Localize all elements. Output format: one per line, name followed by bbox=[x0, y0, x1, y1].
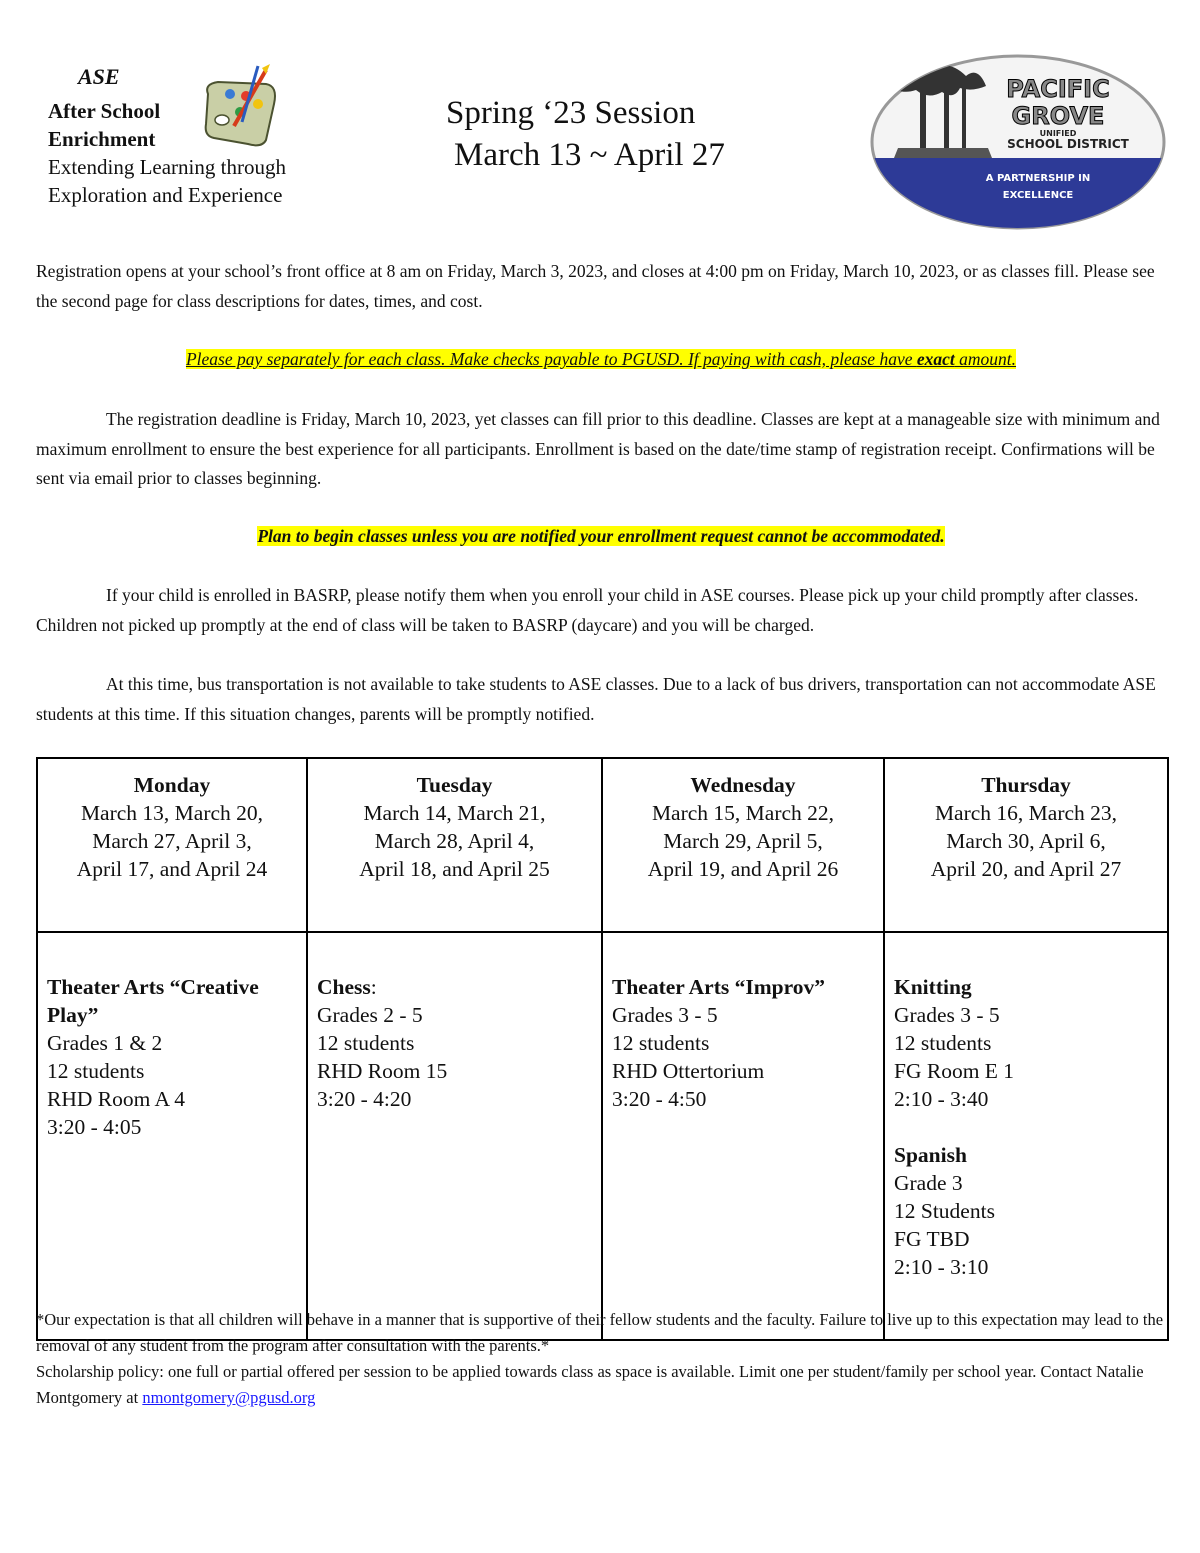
logo-word-unified: UNIFIED bbox=[1039, 129, 1077, 138]
class-capacity: 12 Students bbox=[894, 1199, 995, 1223]
day-dates-line: March 15, March 22, bbox=[651, 801, 835, 825]
day-cell-wednesday bbox=[602, 758, 884, 932]
class-grades: Grade 3 bbox=[894, 1171, 963, 1195]
ase-tagline-line2: Exploration and Experience bbox=[48, 183, 283, 207]
class-room: RHD Room A 4 bbox=[47, 1087, 185, 1111]
class-room: FG Room E 1 bbox=[894, 1059, 1015, 1083]
classes-cell-tuesday bbox=[307, 932, 602, 1340]
class-schedule-table bbox=[36, 757, 1169, 1341]
day-dates-line: March 27, April 3, bbox=[92, 829, 252, 853]
class-title-line bbox=[317, 973, 593, 1001]
class-capacity: 12 students bbox=[894, 1031, 992, 1055]
payment-note-exact: exact bbox=[916, 349, 955, 369]
class-name: Chess bbox=[317, 975, 371, 999]
class-grades: Grades 1 & 2 bbox=[47, 1031, 163, 1055]
day-dates-line: April 19, and April 26 bbox=[647, 857, 839, 881]
scholarship-text: Scholarship policy: one full or partial offered per session to be applied towards class as space is available. Limit one per student/family per school year. Contact Natalie Montgomery at bbox=[36, 1362, 1144, 1407]
ase-abbreviation: ASE bbox=[78, 64, 120, 89]
day-dates-line: March 16, March 23, bbox=[934, 801, 1118, 825]
day-name: Thursday bbox=[981, 773, 1071, 797]
logo-motto-line1: A PARTNERSHIP IN bbox=[985, 173, 1091, 184]
session-dates: March 13 ~ April 27 bbox=[454, 137, 725, 173]
class-block bbox=[317, 973, 593, 1113]
ase-title-line1: After School bbox=[48, 99, 161, 123]
day-dates-line: March 29, April 5, bbox=[663, 829, 823, 853]
class-capacity: 12 students bbox=[317, 1031, 415, 1055]
classes-cell-wednesday bbox=[602, 932, 884, 1340]
day-dates-line: March 28, April 4, bbox=[374, 829, 535, 853]
class-name: Theater Arts “Creative Play” bbox=[47, 975, 259, 1027]
ase-title-line2: Enrichment bbox=[48, 127, 156, 151]
day-dates-line: March 13, March 20, bbox=[80, 801, 264, 825]
day-dates-line: March 14, March 21, bbox=[363, 801, 546, 825]
class-room: RHD Ottertorium bbox=[612, 1059, 765, 1083]
classes-cell-monday bbox=[37, 932, 307, 1340]
logo-word-pacific: PACIFIC bbox=[1006, 75, 1110, 103]
class-room: RHD Room 15 bbox=[317, 1059, 448, 1083]
logo-school-district: SCHOOL DISTRICT bbox=[1007, 137, 1129, 151]
class-name: Theater Arts “Improv” bbox=[612, 975, 825, 999]
session-heading bbox=[446, 92, 725, 176]
plan-note bbox=[36, 522, 1166, 552]
registration-paragraph: Registration opens at your school’s front office at 8 am on Friday, March 3, 2023, and closes at 4:00 pm on Friday, March 10, 2023, or as classes fill. Please see the second page for class descriptions for dates, times, and cost. bbox=[36, 261, 1155, 311]
class-block bbox=[47, 973, 298, 1141]
day-name: Wednesday bbox=[690, 773, 796, 797]
day-name: Monday bbox=[133, 773, 211, 797]
day-dates-line: April 18, and April 25 bbox=[359, 857, 550, 881]
class-time: 3:20 - 4:05 bbox=[47, 1115, 142, 1139]
day-cell-monday bbox=[37, 758, 307, 932]
class-grades: Grades 2 - 5 bbox=[317, 1003, 423, 1027]
payment-note bbox=[36, 345, 1166, 375]
class-time: 2:10 - 3:40 bbox=[894, 1087, 989, 1111]
session-title: Spring ‘23 Session bbox=[446, 95, 696, 131]
ase-tagline-line1: Extending Learning through bbox=[48, 155, 286, 179]
day-dates-line: March 30, April 6, bbox=[946, 829, 1106, 853]
day-dates-line: April 20, and April 27 bbox=[930, 857, 1122, 881]
day-cell-tuesday bbox=[307, 758, 602, 932]
paint-palette-icon bbox=[200, 64, 282, 150]
schedule-classes-row bbox=[37, 932, 1168, 1340]
class-time: 3:20 - 4:20 bbox=[317, 1087, 412, 1111]
class-grades: Grades 3 - 5 bbox=[894, 1003, 1000, 1027]
expectation-note: *Our expectation is that all children will behave in a manner that is supportive of their fellow students and the faculty. Failure to live up to this expectation may lead to the removal of any student from the program after consultation with the parents.* bbox=[36, 1310, 1164, 1355]
basrp-paragraph: If your child is enrolled in BASRP, please notify them when you enroll your child in ASE courses. Please pick up your child promptly after classes. Children not picked up promptly at the end of class will be taken to BASRP (daycare) and you will be charged. bbox=[36, 585, 1139, 635]
class-capacity: 12 students bbox=[47, 1059, 145, 1083]
class-name: Knitting bbox=[894, 975, 972, 999]
logo-motto-line2: EXCELLENCE bbox=[1002, 190, 1074, 201]
deadline-paragraph: The registration deadline is Friday, March 10, 2023, yet classes can fill prior to this deadline. Classes are kept at a manageable size with minimum and maximum enrollment to ensure the best experience for all participants. Enrollment is based on the date/time stamp of registration receipt. Confirmations will be sent via email prior to classes beginning. bbox=[36, 409, 1160, 488]
day-dates-line: April 17, and April 24 bbox=[76, 857, 268, 881]
pacific-grove-district-logo bbox=[868, 52, 1168, 232]
class-capacity: 12 students bbox=[612, 1031, 710, 1055]
class-block bbox=[894, 973, 1159, 1113]
class-block bbox=[894, 1141, 1159, 1281]
bus-paragraph: At this time, bus transportation is not available to take students to ASE classes. Due to a lack of bus drivers, transportation can not accommodate ASE students at this time. If this situation changes, parents will be promptly notified. bbox=[36, 674, 1156, 724]
class-time: 3:20 - 4:50 bbox=[612, 1087, 707, 1111]
class-room: FG TBD bbox=[894, 1227, 970, 1251]
schedule-header-row bbox=[37, 758, 1168, 932]
classes-cell-thursday bbox=[884, 932, 1168, 1340]
logo-word-grove: GROVE bbox=[1011, 102, 1105, 130]
day-name: Tuesday bbox=[416, 773, 493, 797]
payment-note-end: amount. bbox=[954, 349, 1017, 369]
plan-note-text: Plan to begin classes unless you are notified your enrollment request cannot be accommodated. bbox=[257, 526, 945, 546]
class-grades: Grades 3 - 5 bbox=[612, 1003, 718, 1027]
class-time: 2:10 - 3:10 bbox=[894, 1255, 989, 1279]
class-name-suffix: : bbox=[370, 975, 377, 999]
class-name: Spanish bbox=[894, 1143, 967, 1167]
day-cell-thursday bbox=[884, 758, 1168, 932]
scholarship-note bbox=[36, 1359, 1166, 1411]
payment-note-text: Please pay separately for each class. Make checks payable to PGUSD. If paying with cash, please have bbox=[185, 349, 917, 369]
class-block bbox=[612, 973, 875, 1113]
contact-email-link[interactable]: nmontgomery@pgusd.org bbox=[142, 1388, 316, 1407]
